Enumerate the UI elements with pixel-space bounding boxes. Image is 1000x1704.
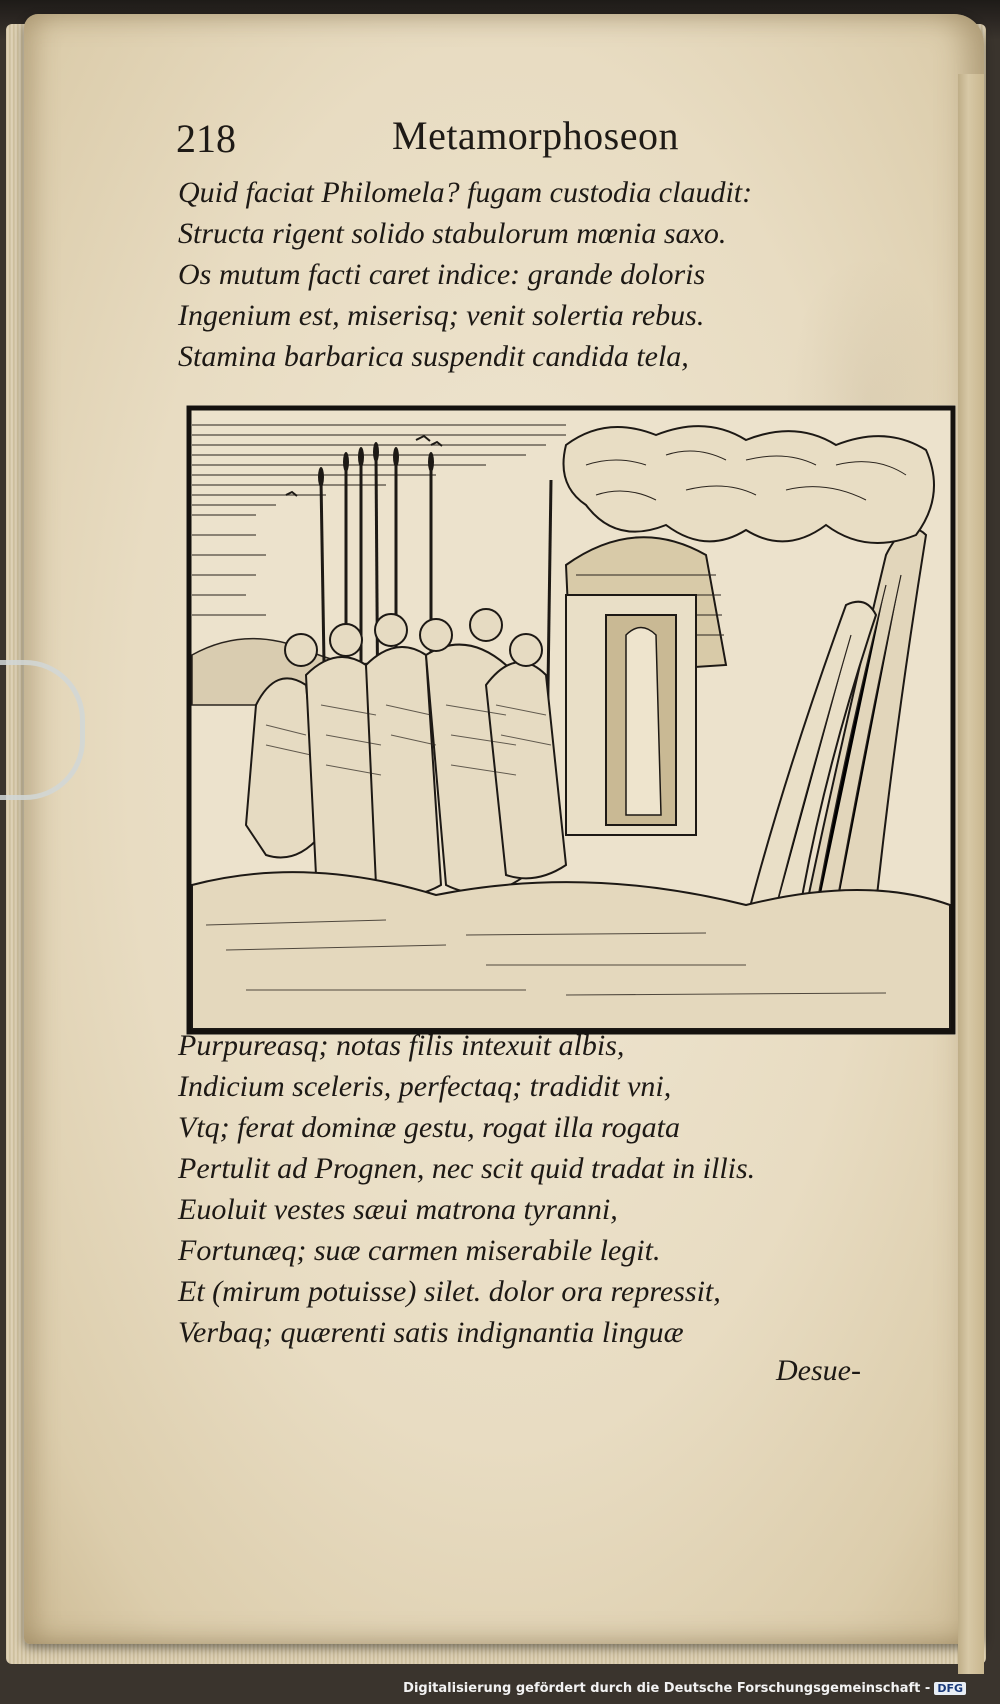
page-number: 218 [176, 116, 236, 161]
verse-block-bottom [178, 1025, 755, 1353]
verse-line: Quid faciat Philomela? fugam custodia claudit: [178, 176, 753, 209]
verse-line: Verbaq; quærenti satis indignantia linguæ [178, 1316, 684, 1349]
digitization-credit [403, 1681, 966, 1696]
verse-line: Structa rigent solido stabulorum mœnia saxo. [178, 217, 727, 250]
verse-line: Ingenium est, miserisq; venit solertia rebus. [178, 299, 705, 332]
verse-line: Stamina barbarica suspendit candida tela, [178, 340, 689, 373]
verse-line: Fortunæq; suæ carmen miserabile legit. [178, 1234, 661, 1267]
woodcut-illustration-icon [186, 405, 956, 1035]
verse-line: Pertulit ad Prognen, nec scit quid tradat in illis. [178, 1152, 756, 1185]
verse-line: Vtq; ferat dominæ gestu, rogat illa rogata [178, 1111, 680, 1144]
credit-text: Digitalisierung gefördert durch die Deutsche Forschungsgemeinschaft - [403, 1681, 931, 1696]
verse-line: Indicium sceleris, perfectaq; tradidit vni, [178, 1070, 672, 1103]
verse-block-top [178, 172, 752, 377]
dfg-logo: DFG [934, 1682, 966, 1695]
verse-line: Os mutum facti caret indice: grande doloris [178, 258, 706, 291]
verse-line: Euoluit vestes sæui matrona tyranni, [178, 1193, 618, 1226]
verse-line: Purpureasq; notas filis intexuit albis, [178, 1029, 625, 1062]
catchword: Desue- [776, 1354, 861, 1387]
verse-line: Et (mirum potuisse) silet. dolor ora repressit, [178, 1275, 721, 1308]
running-head: Metamorphoseon [392, 113, 679, 158]
facing-page-edge [958, 74, 984, 1674]
